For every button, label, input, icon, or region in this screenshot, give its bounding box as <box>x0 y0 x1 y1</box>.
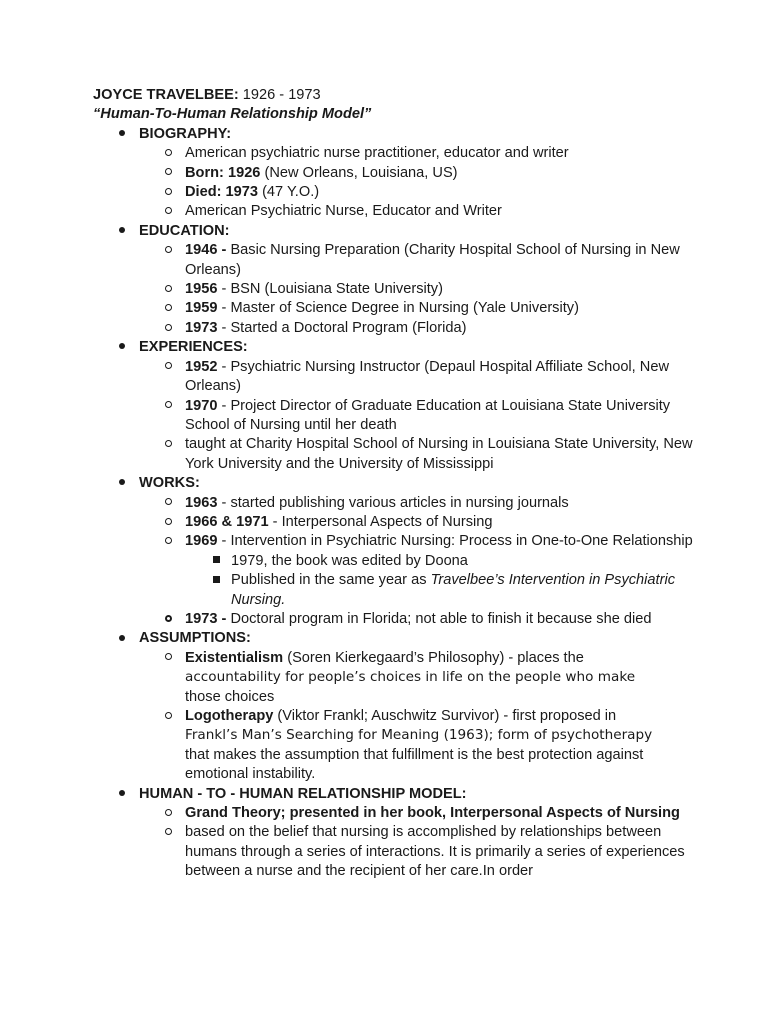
circle-bullet-icon <box>162 183 174 202</box>
list-item <box>139 610 693 629</box>
item-text: (Soren Kierkegaard’s Philosophy) - places the <box>283 649 584 666</box>
list-item <box>139 202 693 221</box>
item-text: accountability for people’s choices in life on the people who make <box>185 669 636 686</box>
square-bullet-icon <box>211 571 221 590</box>
item-bold: 1969 <box>185 533 218 550</box>
model-name: “Human-To-Human Relationship Model” <box>93 106 372 123</box>
item-text: - Started a Doctoral Program (Florida) <box>217 319 467 336</box>
section-heading: BIOGRAPHY: <box>139 125 232 142</box>
sub-list-item <box>185 552 693 571</box>
circle-bullet-icon <box>162 707 174 726</box>
list-item <box>139 435 693 474</box>
item-text: - Master of Science Degree in Nursing (Yale University) <box>217 300 579 317</box>
item-bold: 1966 & 1971 <box>185 513 269 530</box>
item-text: (New Orleans, Louisiana, US) <box>260 164 458 181</box>
list-item <box>139 183 693 202</box>
circle-bullet-icon <box>162 319 174 338</box>
item-text: American psychiatric nurse practitioner, educator and writer <box>185 145 569 162</box>
item-text: 1979, the book was edited by Doona <box>231 552 468 569</box>
bullet-icon <box>116 785 128 804</box>
list-item <box>139 144 693 163</box>
item-bold: 1973 <box>185 319 218 336</box>
item-text: Published in the same year as <box>231 572 431 589</box>
item-bold: 1973 - <box>185 610 227 627</box>
circle-bullet-icon <box>162 804 174 823</box>
bullet-icon <box>116 474 128 493</box>
circle-bullet-icon <box>162 202 174 221</box>
item-text: (47 Y.O.) <box>258 184 320 201</box>
item-bold: Grand Theory; presented in her book, Interpersonal Aspects of Nursing <box>185 805 680 822</box>
item-bold: 1963 <box>185 494 218 511</box>
item-text: - Interpersonal Aspects of Nursing <box>268 513 493 530</box>
item-text: - started publishing various articles in nursing journals <box>217 494 569 511</box>
sub-list-item <box>185 571 693 610</box>
item-text: Basic Nursing Preparation (Charity Hospital School of Nursing in New Orleans) <box>185 242 680 278</box>
section-works <box>93 474 693 629</box>
list-item <box>139 513 693 532</box>
item-bold: 1952 <box>185 358 218 375</box>
item-bold: Logotherapy <box>185 708 274 724</box>
section-experiences <box>93 338 693 474</box>
circle-bullet-icon <box>162 494 174 513</box>
item-text: those choices <box>185 688 275 705</box>
circle-bullet-icon <box>162 513 174 532</box>
outline <box>93 125 693 882</box>
item-text: that makes the assumption that fulfillment is the best protection against emotional instability. <box>185 746 644 783</box>
item-text: Frankl’s Man’s Searching for Meaning (1963); form of psychotherapy <box>185 727 653 744</box>
item-bold: 1959 <box>185 300 218 317</box>
section-biography <box>93 125 693 222</box>
section-model <box>93 785 693 882</box>
item-text: - Psychiatric Nursing Instructor (Depaul Hospital Affiliate School, New Orleans) <box>185 358 669 395</box>
item-bold: Born: 1926 <box>185 164 261 181</box>
bullet-icon <box>116 629 128 648</box>
item-text: - BSN (Louisiana State University) <box>217 281 443 298</box>
list-item <box>139 164 693 183</box>
list-item <box>139 280 693 299</box>
circle-bullet-icon <box>162 241 174 260</box>
item-bold: 1970 <box>185 397 218 414</box>
item-bold: 1946 - <box>185 242 227 259</box>
section-heading: ASSUMPTIONS: <box>139 630 251 647</box>
circle-bullet-icon <box>162 299 174 318</box>
circle-bullet-icon <box>162 435 174 454</box>
circle-bullet-icon <box>162 823 174 842</box>
item-text: - Project Director of Graduate Education at Louisiana State University School of Nursing until her death <box>185 397 671 433</box>
item-text: based on the belief that nursing is accomplished by relationships between humans through a series of interactions. It is primarily a series of experiences between a nurse and the recipient of her care.In order <box>185 824 685 880</box>
list-item <box>139 358 693 397</box>
section-heading: HUMAN - TO - HUMAN RELATIONSHIP MODEL: <box>139 785 467 802</box>
item-bold: Existentialism <box>185 649 284 666</box>
circle-bullet-icon <box>162 649 174 668</box>
section-heading: EDUCATION: <box>139 222 230 239</box>
list-item <box>139 707 693 785</box>
list-item <box>139 319 693 338</box>
bullet-icon <box>116 338 128 357</box>
list-item <box>139 804 693 823</box>
item-text: Doctoral program in Florida; not able to finish it because she died <box>226 610 652 627</box>
item-text: American Psychiatric Nurse, Educator and Writer <box>185 203 502 220</box>
book-title: Travelbee’s Intervention in Psychiatric Nursing. <box>231 572 675 608</box>
document-title <box>93 86 693 105</box>
section-education <box>93 222 693 338</box>
item-bold: Died: 1973 <box>185 184 259 201</box>
square-bullet-icon <box>211 552 221 571</box>
list-item <box>139 649 693 707</box>
item-text: (Viktor Frankl; Auschwitz Survivor) - first proposed in <box>273 708 617 724</box>
circle-bullet-icon <box>162 532 174 551</box>
list-item <box>139 299 693 318</box>
bullet-icon <box>116 222 128 241</box>
document-page <box>93 86 693 882</box>
list-item <box>139 532 693 610</box>
circle-bullet-icon <box>162 610 174 629</box>
item-bold: 1956 <box>185 281 218 298</box>
circle-bullet-icon <box>162 280 174 299</box>
item-text: taught at Charity Hospital School of Nursing in Louisiana State University, New York University and the University of Mississippi <box>185 436 693 472</box>
list-item <box>139 823 693 881</box>
section-heading: WORKS: <box>139 475 200 492</box>
bullet-icon <box>116 125 128 144</box>
circle-bullet-icon <box>162 358 174 377</box>
title-years: 1926 - 1973 <box>238 87 321 103</box>
list-item <box>139 241 693 280</box>
circle-bullet-icon <box>162 397 174 416</box>
circle-bullet-icon <box>162 144 174 163</box>
section-assumptions <box>93 629 693 784</box>
title-name: JOYCE TRAVELBEE: <box>93 87 239 103</box>
section-heading: EXPERIENCES: <box>139 339 248 356</box>
circle-bullet-icon <box>162 164 174 183</box>
item-text: - Intervention in Psychiatric Nursing: Process in One-to-One Relationship <box>217 533 693 550</box>
list-item <box>139 494 693 513</box>
list-item <box>139 397 693 436</box>
